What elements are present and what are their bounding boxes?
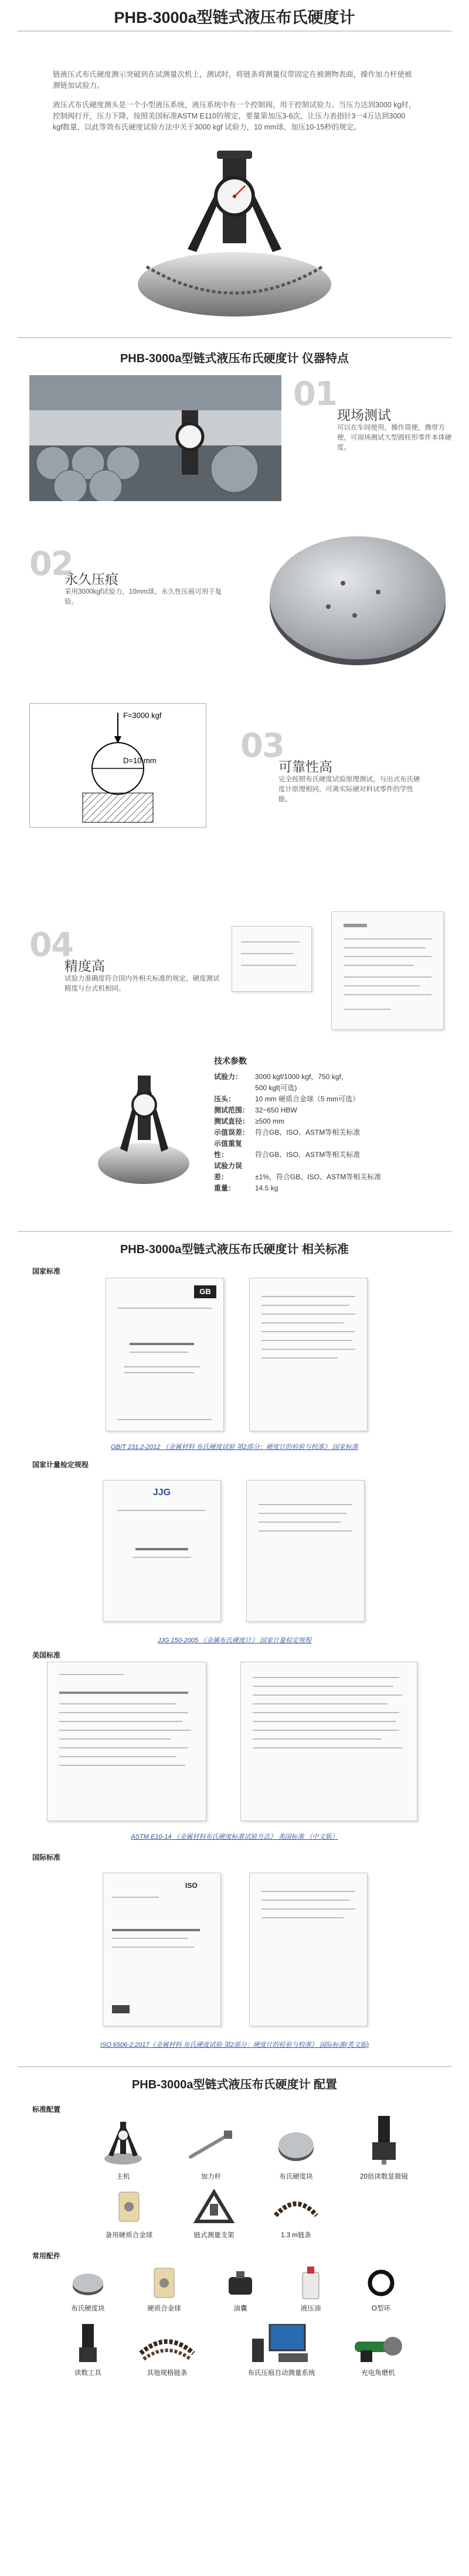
config-item-support xyxy=(193,2186,235,2230)
config-label-hardness-block: 布氏硬度块 xyxy=(279,2173,313,2180)
feature-3-title: 可靠性高 xyxy=(278,759,332,774)
gb-logo: GB xyxy=(194,1285,216,1298)
feature-3-desc: 完全按照布氏硬度试验原理测试，与出式布氏硬度计原理相同，可离实际硬对料试零件的学性能。 xyxy=(278,776,420,803)
spec-row: 试验力误差： ±1%，符合GB、ISO、ASTM等相关标准 xyxy=(214,1162,382,1181)
config-label-spare-balls: 备用硬质合金球 xyxy=(105,2232,153,2239)
spec-row: 重量： 14.5 kg xyxy=(214,1184,278,1192)
config-label-chain: 1.3 m链条 xyxy=(281,2232,311,2239)
hero-product-photo xyxy=(135,144,334,319)
feature-1-photo xyxy=(29,375,281,501)
jjg-logo: JJG xyxy=(152,1488,171,1498)
standard-gb-page xyxy=(249,1278,368,1431)
iso-logo: ISO xyxy=(185,1881,198,1890)
spec-row: 测试直径： ≥500 mm xyxy=(214,1117,284,1125)
spec-product-photo xyxy=(97,1067,191,1184)
optional-label-grinder: 充电角磨机 xyxy=(361,2370,395,2377)
standard-astm-cover xyxy=(47,1662,206,1821)
main-title: PHB-3000a型链式液压布氏硬度计 xyxy=(114,9,355,26)
spec-row: 示值重复性： 符合GB、ISO、ASTM等相关标准 xyxy=(214,1139,361,1159)
optional-item-oil-bag xyxy=(226,2268,255,2301)
feature-2-title: 永久压痕 xyxy=(64,571,118,587)
optional-label-oil-bag: 油囊 xyxy=(233,2305,247,2312)
standards-title: PHB-3000a型链式液压布氏硬度计 相关标准 xyxy=(120,1243,349,1256)
optional-item-o-ring xyxy=(366,2268,396,2301)
spec-row: 测试范围： 32~650 HBW xyxy=(214,1106,297,1114)
diagram-force-label: F=3000 kgf xyxy=(123,711,162,720)
standard-jjg-cover xyxy=(103,1480,221,1622)
standard-astm-page xyxy=(240,1662,417,1821)
feature-2-desc: 采用3000kgf试验力，10mm球，永久性压痕可用于复验。 xyxy=(64,588,222,605)
diagram-diameter-label: D=10 mm xyxy=(123,756,157,765)
optional-label: 常用配件 xyxy=(32,2252,61,2260)
optional-item-grinder xyxy=(352,2324,405,2368)
feature-1-desc: 可以在车间使用，操作简便，携带方便，可现场测试大型圆柱形零件本体硬度。 xyxy=(337,424,452,451)
config-title: PHB-3000a型链式液压布氏硬度计 配置 xyxy=(131,2078,338,2091)
standard-astm-caption[interactable]: ASTM E10-14 《金属材料布氏硬度标准试验方法》 美国标准 （中文版） xyxy=(131,1833,338,1840)
optional-item-hydraulic-oil xyxy=(299,2265,322,2303)
standard-gb-section: 国家标准 xyxy=(32,1267,61,1275)
feature-2-number: 02 xyxy=(29,545,73,583)
standard-jjg-page xyxy=(246,1480,365,1622)
config-label-microscope: 20倍读数显微镜 xyxy=(360,2173,408,2180)
features-title: PHB-3000a型链式液压布氏硬度计 仪器特点 xyxy=(120,352,349,365)
optional-label-balls: 硬质合金球 xyxy=(147,2305,181,2312)
optional-item-balls xyxy=(149,2265,179,2303)
config-item-host xyxy=(103,2119,144,2169)
feature-4-certificate-large xyxy=(331,911,444,1030)
config-item-microscope xyxy=(366,2116,402,2169)
feature-4-certificate-small xyxy=(232,926,312,992)
standard-iso-caption[interactable]: ISO 6506-2:2017《金属材料 布氏硬度试验 第2部分：硬度计的检验与校准》 国际标准(英文版) xyxy=(100,2041,369,2048)
standard-iso-section: 国际标准 xyxy=(32,1853,61,1862)
config-item-lever xyxy=(188,2128,235,2166)
optional-label-hardness-block: 布氏硬度块 xyxy=(71,2305,105,2312)
features-divider xyxy=(18,337,451,338)
feature-4-desc: 试验力准确度符合国内外相关标准的规定，硬度测试精度与台式机相同。 xyxy=(64,975,220,992)
feature-4-number: 04 xyxy=(29,926,73,964)
feature-1-title: 现场测试 xyxy=(337,407,391,423)
config-item-spare-balls xyxy=(114,2189,144,2227)
optional-label-reading-tool: 读数工具 xyxy=(74,2370,101,2377)
tech-title: 技术参数 xyxy=(214,1056,247,1066)
optional-label-auto-measure: 布氏压痕自动测量系统 xyxy=(247,2370,315,2377)
intro-paragraph-2: 液压式布氏硬度测头是一个小型液压系统，液压系统中有一个控制阀，用于控制试验力。当压力达到3000 kg时，控制阀打开，压力下降，按照美国标准ASTM E110的规定，要量第加压3-6次，让压力表指针3一4万达到3000 kgf数量，以此等效布氏硬度试验方法中关于3000 kgf 试验力，10 mm球，加压10-15秒的规定。 xyxy=(53,101,416,131)
title-divider xyxy=(18,30,451,32)
optional-item-auto-measure xyxy=(246,2324,317,2368)
standard-gb-caption[interactable]: GB/T 231.2-2012 《金属材料 布氏硬度试验 第2部分：硬度计的检验与校准》 国家标准 xyxy=(111,1444,358,1451)
config-item-hardness-block xyxy=(276,2125,317,2169)
spec-row: 试验力： 3000 kgf/1000 kgf，750 kgf， xyxy=(214,1073,348,1081)
feature-2-indent-sample xyxy=(267,528,448,668)
optional-item-reading-tool xyxy=(76,2324,100,2368)
spec-row: 压头： 10 mm 硬质合金球（5 mm可选） xyxy=(214,1095,360,1103)
spec-list xyxy=(214,1071,407,1194)
config-label-support: 链式测量支架 xyxy=(193,2232,235,2239)
config-divider xyxy=(18,2066,451,2067)
feature-4-title: 精度高 xyxy=(64,958,105,974)
spec-row: 示值误差： 符合GB、ISO、ASTM等相关标准 xyxy=(214,1128,361,1136)
config-label-lever: 加力杆 xyxy=(200,2173,222,2180)
standards-divider xyxy=(18,1231,451,1232)
config-item-chain xyxy=(273,2192,320,2224)
intro-paragraph-1: 链液压式布氏硬度测示突破到在试测量次机上，测试时，将链条将测量仪带固定在被测物表面，操作加力杆使被测链加试验力。 xyxy=(53,70,412,90)
spec-row: 500 kgf(可选) xyxy=(255,1084,297,1092)
standard-astm-section: 美国标准 xyxy=(32,1651,61,1659)
config-label-host: 主机 xyxy=(116,2173,130,2180)
optional-label-chains: 其他规格链条 xyxy=(147,2370,188,2377)
optional-item-hardness-block xyxy=(70,2268,106,2301)
standard-jjg-section: 国家计量检定规程 xyxy=(32,1461,89,1469)
standard-jjg-caption[interactable]: JJG 150-2005 《金属布氏硬度计》 国家计量检定规程 xyxy=(157,1637,312,1644)
feature-3-diagram xyxy=(29,703,206,828)
standard-gb-cover xyxy=(106,1278,224,1431)
feature-1-number: 01 xyxy=(293,375,337,413)
optional-label-o-ring: O型环 xyxy=(372,2305,390,2312)
feature-3-number: 03 xyxy=(240,727,284,765)
optional-item-chains xyxy=(138,2330,196,2365)
standard-iso-page xyxy=(249,1873,368,2026)
standard-iso-cover xyxy=(103,1873,221,2026)
optional-label-hydraulic-oil: 液压油 xyxy=(300,2305,321,2312)
standard-config-label: 标准配置 xyxy=(32,2105,61,2114)
